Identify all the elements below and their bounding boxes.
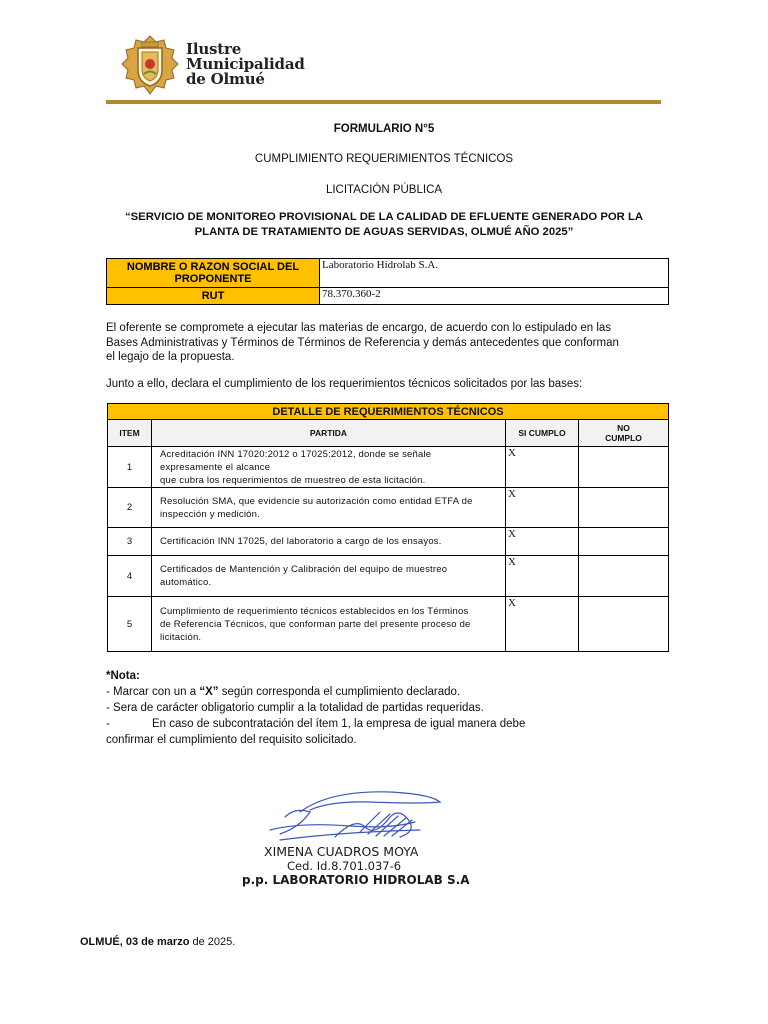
- partida-text: Acreditación INN 17020:2012 o 17025:2012, donde se señale expresamente el alcance que cubra los requerimientos de muestreo de esta licitación.: [152, 447, 506, 488]
- col-si-header: SI CUMPLO: [506, 420, 579, 447]
- col-partida-header: PARTIDA: [152, 420, 506, 447]
- si-cumplo-mark: X: [506, 597, 579, 652]
- service-title-line-2: PLANTA DE TRATAMIENTO DE AGUAS SERVIDAS, OLMUÉ AÑO 2025”: [194, 226, 574, 238]
- no-cumplo-cell: [579, 597, 669, 652]
- note-1: - Marcar con un a “X” según corresponda el cumplimiento declarado.: [106, 686, 461, 698]
- brand-line-1: Ilustre: [186, 40, 242, 58]
- table-row: [108, 528, 669, 556]
- form-type: LICITACIÓN PÚBLICA: [325, 184, 443, 196]
- requirements-table: [107, 403, 669, 652]
- proponent-name-label: NOMBRE O RAZON SOCIAL DEL PROPONENTE: [107, 259, 320, 288]
- note-2: - Sera de carácter obligatorio cumplir a la totalidad de partidas requeridas.: [106, 702, 484, 714]
- si-cumplo-mark: X: [506, 488, 579, 528]
- proponent-table: [106, 258, 669, 305]
- no-cumplo-cell: [579, 447, 669, 488]
- commitment-paragraph: El oferente se compromete a ejecutar las materias de encargo, de acuerdo con lo estipulado en las Bases Administrativas y Términos de Términos de Referencia y demás antecedentes que conforman el legajo de la propuesta.: [106, 322, 619, 363]
- form-number: FORMULARIO N°5: [333, 123, 435, 135]
- signer-name: XIMENA CUADROS MOYA: [264, 844, 419, 859]
- item-number: 5: [108, 597, 152, 652]
- place-date: OLMUÉ, 03 de marzo de 2025.: [80, 936, 236, 948]
- brand-line-3: de Olmué: [186, 70, 265, 88]
- partida-text: Certificados de Mantención y Calibración del equipo de muestreo automático.: [152, 556, 506, 597]
- notes-section: [106, 668, 666, 748]
- si-cumplo-mark: X: [506, 556, 579, 597]
- no-cumplo-cell: [579, 556, 669, 597]
- item-number: 2: [108, 488, 152, 528]
- item-number: 3: [108, 528, 152, 556]
- brand-line-2: Municipalidad: [186, 55, 305, 73]
- no-cumplo-cell: [579, 488, 669, 528]
- table-row: [108, 556, 669, 597]
- rut-label: RUT: [107, 288, 320, 305]
- notes-heading: *Nota:: [106, 670, 140, 682]
- declaration-paragraph: Junto a ello, declara el cumplimiento de los requerimientos técnicos solicitados por las bases:: [106, 378, 583, 390]
- partida-text: Resolución SMA, que evidencie su autorización como entidad ETFA de inspección y medición.: [152, 488, 506, 528]
- table-row: [108, 488, 669, 528]
- table-row: [108, 597, 669, 652]
- item-number: 1: [108, 447, 152, 488]
- signer-id: Ced. Id.8.701.037-6: [287, 859, 402, 873]
- municipal-crest-icon: [118, 34, 182, 96]
- note-3: - En caso de subcontratación del ítem 1, la empresa de igual manera debe: [106, 718, 526, 730]
- si-cumplo-mark: X: [506, 528, 579, 556]
- col-no-header: NO CUMPLO: [579, 420, 669, 447]
- partida-text: Cumplimiento de requerimiento técnicos establecidos en los Términos de Referencia Técnicos, que conforman parte del presente proceso de licitación.: [152, 597, 506, 652]
- partida-text: Certificación INN 17025, del laboratorio a cargo de los ensayos.: [152, 528, 506, 556]
- header-rule: [106, 100, 661, 104]
- col-item-header: ITEM: [108, 420, 152, 447]
- no-cumplo-cell: [579, 528, 669, 556]
- service-title-line-1: “SERVICIO DE MONITOREO PROVISIONAL DE LA CALIDAD DE EFLUENTE GENERADO POR LA: [124, 211, 644, 223]
- rut-value: 78.370.360-2: [320, 288, 669, 305]
- signer-company: p.p. LABORATORIO HIDROLAB S.A: [242, 873, 470, 887]
- proponent-name-value: Laboratorio Hidrolab S.A.: [320, 259, 669, 288]
- note-4: confirmar el cumplimiento del requisito solicitado.: [106, 734, 357, 746]
- si-cumplo-mark: X: [506, 447, 579, 488]
- form-subtitle: CUMPLIMIENTO REQUERIMIENTOS TÉCNICOS: [254, 153, 514, 165]
- handwritten-signature: [240, 782, 480, 852]
- requirements-title: DETALLE DE REQUERIMIENTOS TÉCNICOS: [108, 404, 669, 420]
- item-number: 4: [108, 556, 152, 597]
- table-row: [108, 447, 669, 488]
